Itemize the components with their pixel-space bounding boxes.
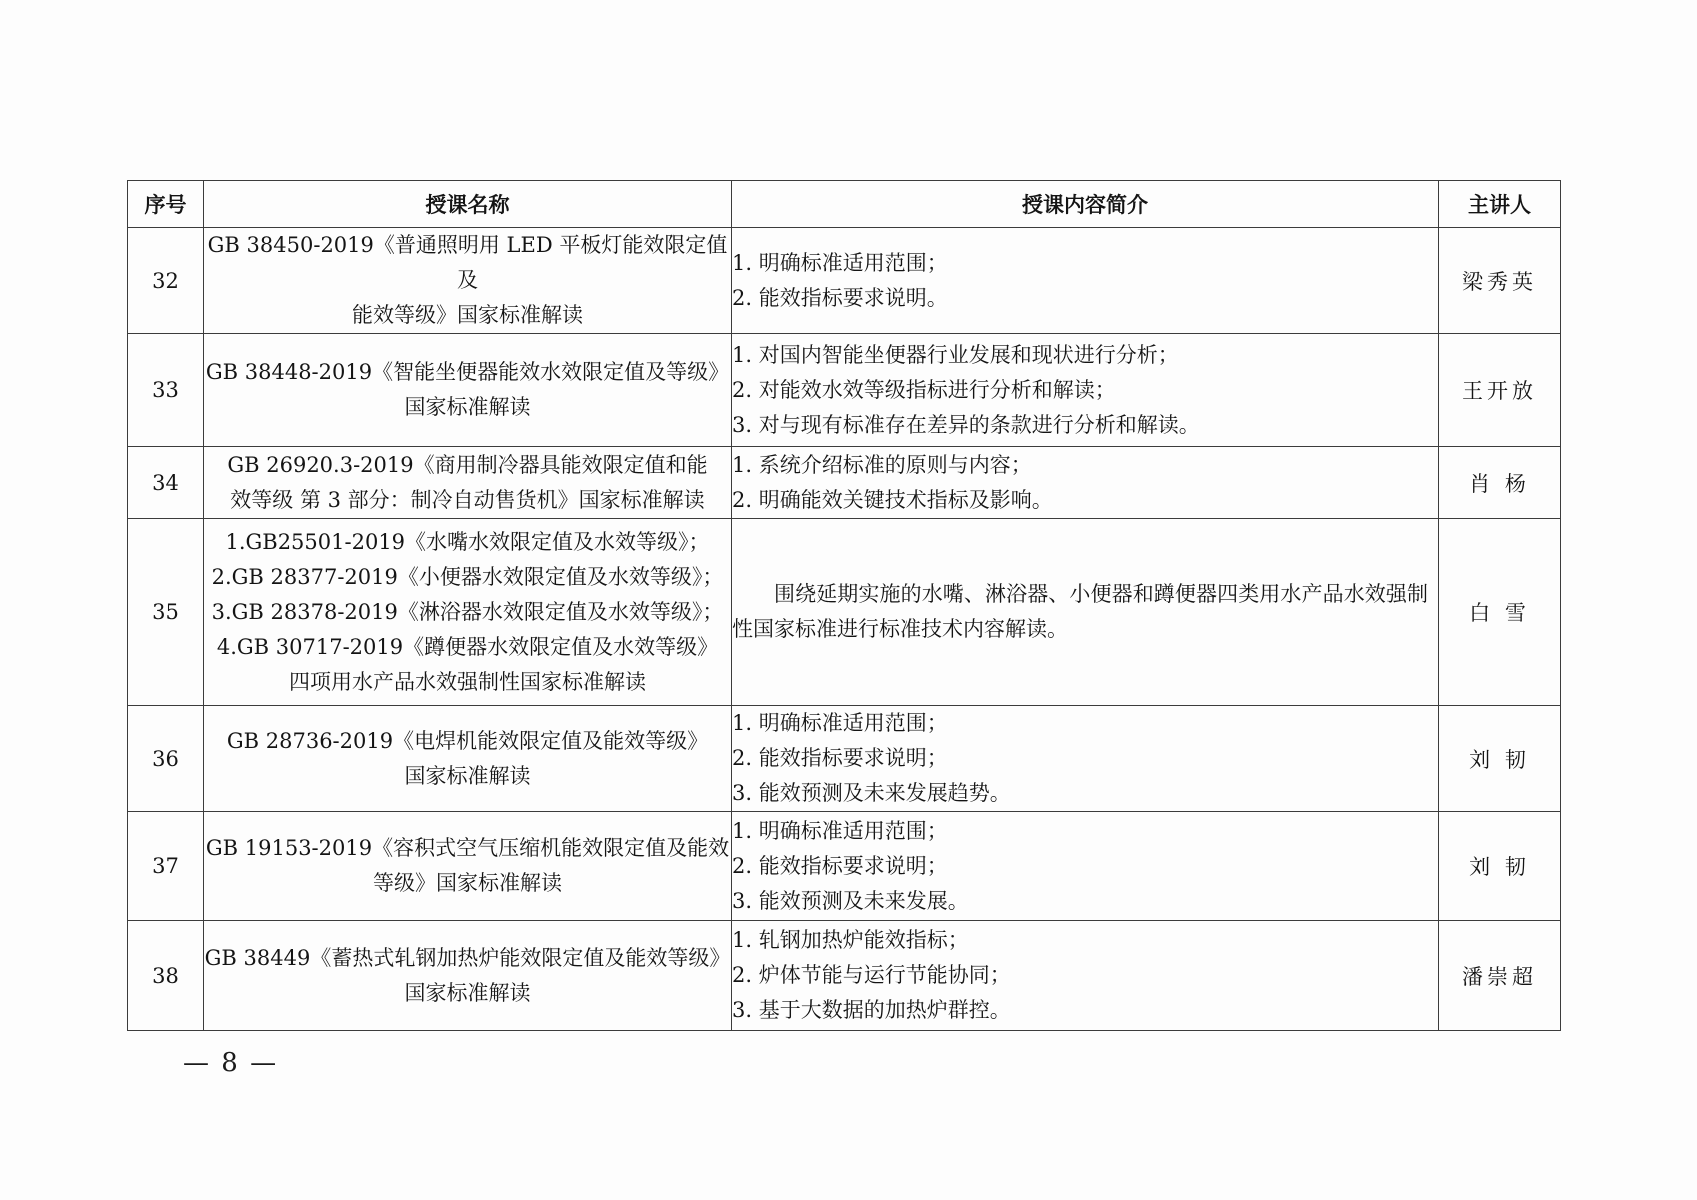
- table-row: [128, 706, 1561, 812]
- col-header-course-name: 授课名称: [204, 181, 732, 228]
- course-name-line: 等级》国家标准解读: [373, 871, 562, 895]
- course-content-cell: [732, 921, 1439, 1031]
- course-name-cell: [204, 447, 732, 519]
- course-content-cell: [732, 447, 1439, 519]
- course-content-cell: [732, 519, 1439, 706]
- course-name-cell: [204, 334, 732, 447]
- course-content-cell: [732, 334, 1439, 447]
- content-line: 1. 轧钢加热炉能效指标；: [732, 928, 969, 952]
- lecturer-cell: 刘 韧: [1439, 812, 1561, 921]
- course-name-line: GB 38450-2019《普通照明用 LED 平板灯能效限定值及: [207, 233, 728, 292]
- row-number-cell: 38: [128, 921, 204, 1031]
- content-line: 3. 基于大数据的加热炉群控。: [732, 998, 1011, 1022]
- course-name-cell: [204, 812, 732, 921]
- row-number-cell: 35: [128, 519, 204, 706]
- course-name-cell: [204, 519, 732, 706]
- course-name-line: GB 26920.3-2019《商用制冷器具能效限定值和能: [227, 452, 708, 477]
- course-name-line: 效等级 第 3 部分：制冷自动售货机》国家标准解读: [230, 487, 705, 512]
- lecturer-cell: 肖 杨: [1439, 447, 1561, 519]
- row-number-cell: 37: [128, 812, 204, 921]
- course-name-line: GB 28736-2019《电焊机能效限定值及能效等级》: [226, 728, 709, 753]
- lecturer-cell: 潘崇超: [1439, 921, 1561, 1031]
- content-line: 2. 对能效水效等级指标进行分析和解读；: [732, 377, 1116, 402]
- content-line: 1. 明确标准适用范围；: [732, 250, 948, 275]
- col-header-serial: 序号: [128, 181, 204, 228]
- col-header-course-content: 授课内容简介: [732, 181, 1439, 228]
- course-name-line: 1.GB25501-2019《水嘴水效限定值及水效等级》；: [225, 529, 710, 554]
- content-line: 1. 对国内智能坐便器行业发展和现状进行分析；: [732, 342, 1179, 367]
- course-name-cell: [204, 921, 732, 1031]
- lecturer-cell: 刘 韧: [1439, 706, 1561, 812]
- table-row: [128, 447, 1561, 519]
- col-header-lecturer: 主讲人: [1439, 181, 1561, 228]
- table-row: [128, 228, 1561, 334]
- header-row: [128, 181, 1561, 228]
- course-content-cell: [732, 706, 1439, 812]
- row-number-cell: 34: [128, 447, 204, 519]
- course-name-line: 国家标准解读: [404, 763, 531, 788]
- content-line: 1. 明确标准适用范围；: [732, 818, 948, 843]
- table-row: [128, 812, 1561, 921]
- lecturer-cell: 王开放: [1439, 334, 1561, 447]
- course-content-cell: [732, 228, 1439, 334]
- content-line: 2. 能效指标要求说明。: [732, 285, 948, 310]
- table-row: [128, 921, 1561, 1031]
- content-line: 3. 能效预测及未来发展趋势。: [732, 781, 1011, 805]
- content-line: 1. 系统介绍标准的原则与内容；: [732, 452, 1032, 477]
- course-name-line: GB 38448-2019《智能坐便器能效水效限定值及等级》: [205, 360, 730, 384]
- content-paragraph: 围绕延期实施的水嘴、淋浴器、小便器和蹲便器四类用水产品水效强制性国家标准进行标准技术内容解读。: [732, 582, 1428, 641]
- course-name-line: 2.GB 28377-2019《小便器水效限定值及水效等级》；: [211, 564, 724, 589]
- course-name-line: 国家标准解读: [404, 980, 531, 1005]
- course-name-line: 国家标准解读: [404, 395, 531, 419]
- course-name-line: GB 38449《蓄热式轧钢加热炉能效限定值及能效等级》: [204, 945, 731, 970]
- course-table: [127, 180, 1561, 1031]
- course-name-line: 4.GB 30717-2019《蹲便器水效限定值及水效等级》: [216, 634, 719, 659]
- row-number-cell: 33: [128, 334, 204, 447]
- content-line: 3. 对与现有标准存在差异的条款进行分析和解读。: [732, 412, 1200, 437]
- content-line: 2. 明确能效关键技术指标及影响。: [732, 487, 1053, 512]
- lecturer-cell: 白 雪: [1439, 519, 1561, 706]
- course-name-line: GB 19153-2019《容积式空气压缩机能效限定值及能效: [205, 836, 730, 860]
- content-line: 2. 能效指标要求说明；: [732, 853, 948, 878]
- course-name-line: 四项用水产品水效强制性国家标准解读: [289, 669, 646, 694]
- content-line: 2. 能效指标要求说明；: [732, 746, 948, 770]
- content-line: 1. 明确标准适用范围；: [732, 711, 948, 735]
- row-number-cell: 32: [128, 228, 204, 334]
- table-row: [128, 519, 1561, 706]
- lecturer-cell: 梁秀英: [1439, 228, 1561, 334]
- course-name-cell: [204, 706, 732, 812]
- row-number-cell: 36: [128, 706, 204, 812]
- course-name-cell: [204, 228, 732, 334]
- content-line: 2. 炉体节能与运行节能协同；: [732, 963, 1011, 987]
- content-line: 3. 能效预测及未来发展。: [732, 888, 969, 913]
- page-number: — 8 —: [183, 1048, 279, 1078]
- table-row: [128, 334, 1561, 447]
- course-name-line: 3.GB 28378-2019《淋浴器水效限定值及水效等级》；: [211, 599, 724, 624]
- course-content-cell: [732, 812, 1439, 921]
- course-name-line: 能效等级》国家标准解读: [352, 303, 583, 327]
